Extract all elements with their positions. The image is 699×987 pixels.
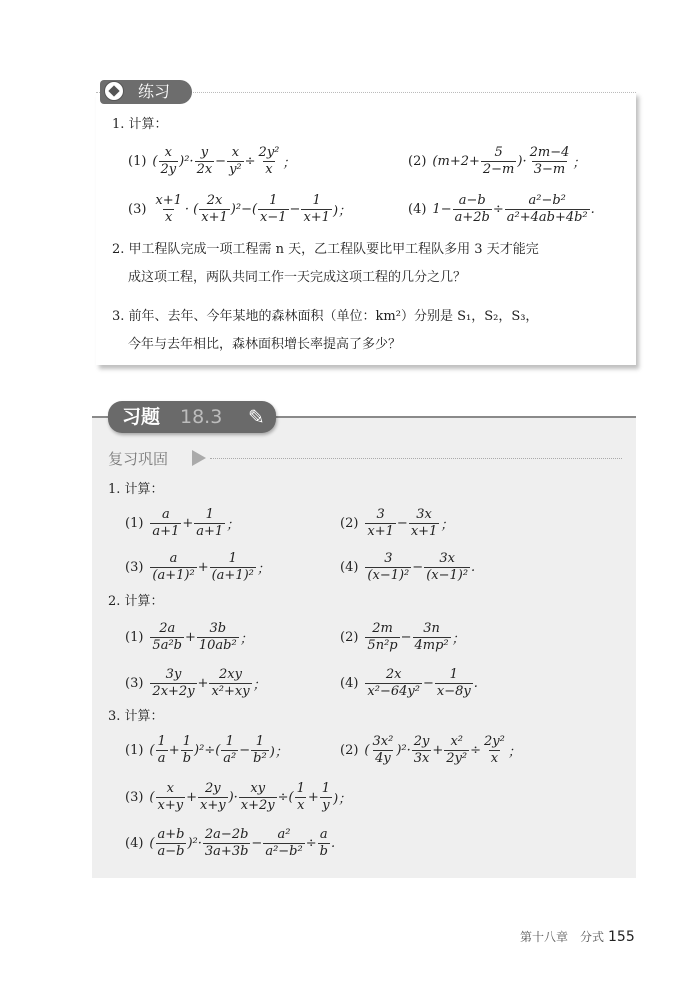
denominator: 3x (413, 751, 430, 766)
fraction (318, 827, 330, 860)
exercise-q2-item (340, 621, 465, 654)
fraction (195, 145, 215, 178)
numerator: 5 (494, 145, 503, 160)
denominator: x+1 (410, 524, 438, 539)
numerator: a−b (458, 193, 486, 208)
numerator: 1 (321, 781, 331, 796)
fraction (159, 145, 179, 178)
numerator: a (169, 551, 178, 566)
numerator: 3n (423, 621, 440, 636)
denominator: x²−64y² (367, 684, 420, 699)
denominator: a+2b (454, 210, 490, 225)
numerator: x² (450, 734, 463, 749)
section-heading: 复习巩固 (108, 450, 169, 468)
fraction (209, 667, 251, 700)
math-term: ) (228, 790, 234, 805)
denominator: x−1 (260, 210, 287, 225)
denominator: x−8y (436, 684, 471, 699)
denominator: b (319, 844, 328, 859)
math-term: . (473, 676, 478, 691)
denominator: 4mp² (414, 638, 449, 653)
fraction (251, 734, 269, 767)
math-term: − (251, 836, 263, 851)
numerator: 2xy (219, 667, 242, 682)
denominator: x (297, 798, 305, 813)
denominator: a (157, 751, 166, 766)
math-term: ； (572, 156, 586, 171)
fraction (153, 193, 184, 226)
numerator: xy (250, 781, 266, 796)
fraction (505, 193, 590, 226)
math-term: − (400, 630, 412, 645)
math-term: ( (149, 790, 155, 805)
exercise-number: 18.3 (180, 406, 223, 428)
fraction (365, 621, 399, 654)
denominator: y (322, 798, 330, 813)
denominator: x+y (157, 798, 184, 813)
denominator: (a+1)² (152, 568, 195, 583)
fraction (413, 621, 451, 654)
numerator: 2a (159, 621, 176, 636)
math-term: ( (149, 836, 155, 851)
numerator: a (162, 507, 170, 522)
fraction (365, 507, 396, 540)
practice-q3-line2: 今年与去年相比，森林面积增长率提高了多少？ (128, 337, 402, 352)
denominator: (x−1)² (367, 568, 410, 583)
fraction (150, 621, 184, 654)
math-term: )² (230, 202, 242, 217)
math-term: + (432, 743, 444, 758)
math-term: − (396, 516, 408, 531)
fraction (453, 193, 492, 226)
math-term: − (239, 743, 251, 758)
denominator: x (265, 162, 273, 177)
math-term: − (422, 676, 434, 691)
math-term: ； (282, 156, 296, 171)
math-term: −( (241, 202, 258, 217)
item-number: (4) (340, 560, 359, 575)
practice-q1-item (128, 193, 351, 226)
denominator: a+1 (196, 524, 224, 539)
denominator: x+y (199, 798, 226, 813)
math-term: ÷ (492, 202, 504, 217)
numerator: x+1 (155, 193, 182, 208)
denominator: x+1 (201, 210, 228, 225)
numerator: 3x (416, 507, 432, 522)
practice-tag (100, 80, 192, 104)
denominator: b² (253, 751, 267, 766)
math-term: + (168, 743, 180, 758)
exercise-title: 习题 (122, 406, 161, 428)
numerator: y (200, 145, 209, 160)
math-term: ÷ (305, 836, 317, 851)
denominator: x (165, 210, 173, 225)
denominator: a²−b² (265, 844, 303, 859)
denominator: x+2y (240, 798, 275, 813)
exercise-q2-label: 2. 计算： (108, 594, 164, 609)
numerator: a (319, 827, 328, 842)
practice-q1-item (408, 145, 585, 178)
math-term: + (197, 676, 209, 691)
math-term: ； (256, 562, 270, 577)
fraction (197, 621, 239, 654)
item-number: (2) (340, 743, 359, 758)
math-term: + (197, 560, 209, 575)
practice-q1-item (128, 145, 295, 178)
fraction (528, 145, 572, 178)
exercise-q3-item (125, 781, 351, 814)
denominator: 5a²b (152, 638, 182, 653)
math-term: + (184, 630, 196, 645)
exercise-q2-item (125, 621, 253, 654)
exercise-tag (108, 401, 276, 433)
practice-icon (104, 81, 124, 101)
numerator: 1 (269, 193, 278, 208)
numerator: a² (277, 827, 291, 842)
exercise-q3-item (125, 827, 335, 860)
math-term: − (412, 560, 424, 575)
exercise-q1-item (340, 551, 475, 584)
math-term: ； (507, 745, 521, 760)
math-term: . (590, 202, 595, 217)
chapter-label: 第十八章 分式 (520, 930, 605, 944)
math-term: + (307, 790, 319, 805)
numerator: 3y (165, 667, 182, 682)
exercise-q2-item (340, 667, 478, 700)
numerator: 1 (182, 734, 191, 749)
math-term: )² (179, 154, 190, 169)
numerator: 1 (228, 551, 237, 566)
exercise-q1-label: 1. 计算： (108, 482, 164, 497)
fraction (320, 781, 332, 814)
fraction (156, 734, 168, 767)
math-term: )； (332, 204, 352, 219)
fraction (263, 827, 304, 860)
item-number: (2) (340, 516, 359, 531)
numerator: 2a−2b (204, 827, 249, 842)
fraction (365, 551, 411, 584)
denominator: a+1 (152, 524, 180, 539)
denominator: 5n²p (367, 638, 398, 653)
fraction (156, 781, 186, 814)
page-number: 155 (608, 929, 635, 945)
numerator: 1 (205, 507, 214, 522)
denominator: a² (223, 751, 237, 766)
numerator: 1 (225, 734, 234, 749)
math-term: ； (440, 518, 454, 533)
numerator: 1 (255, 734, 265, 749)
math-term: ( (364, 743, 370, 758)
numerator: x (166, 781, 174, 796)
item-number: (1) (125, 743, 144, 758)
numerator: 1 (312, 193, 321, 208)
item-number: (4) (125, 836, 144, 851)
numerator: 2y² (484, 734, 505, 749)
fraction (150, 667, 196, 700)
math-term: + (182, 516, 194, 531)
math-term: ； (252, 678, 266, 693)
math-term: ； (451, 632, 465, 647)
denominator: x+1 (303, 210, 330, 225)
math-term: (m+2+ (432, 154, 480, 169)
math-term: )² (194, 743, 205, 758)
denominator: 2−m (482, 162, 515, 177)
math-term: ( (152, 154, 158, 169)
fraction (482, 734, 507, 767)
item-number: (2) (340, 630, 359, 645)
numerator: 2y (413, 734, 430, 749)
practice-q2-line1: 2. 甲工程队完成一项工程需 n 天，乙工程队要比甲工程队多用 3 天才能完 (112, 242, 539, 257)
item-number: (1) (128, 154, 147, 169)
math-term: · (522, 154, 527, 169)
math-term: ； (239, 632, 253, 647)
fraction (198, 781, 228, 814)
fraction (412, 734, 432, 767)
fraction (424, 551, 470, 584)
math-term: )² (187, 836, 198, 851)
item-number: (3) (125, 560, 144, 575)
math-term: ( (149, 743, 155, 758)
math-term: . (471, 560, 476, 575)
practice-q1-item (408, 193, 595, 226)
numerator: 2y (204, 781, 221, 796)
math-term: · (189, 154, 194, 169)
math-term: ÷( (204, 743, 221, 758)
math-term: + (186, 790, 197, 805)
numerator: 1 (296, 781, 305, 796)
denominator: 2y (160, 162, 177, 177)
denominator: x+1 (367, 524, 394, 539)
numerator: 2m (372, 621, 393, 636)
exercise-q1-item (125, 507, 239, 540)
fraction (203, 827, 251, 860)
practice-title: 练习 (138, 82, 171, 101)
item-number: (4) (340, 676, 359, 691)
fraction (371, 734, 396, 767)
numerator: 1 (157, 734, 166, 749)
fraction (365, 667, 422, 700)
math-term: · (197, 836, 202, 851)
fraction (481, 145, 517, 178)
math-term: · (233, 790, 238, 805)
exercise-q1-item (340, 507, 453, 540)
denominator: 3a+3b (204, 844, 249, 859)
fraction (257, 145, 282, 178)
denominator: 3−m (533, 162, 566, 177)
denominator: a−b (157, 844, 185, 859)
math-term: · ( (184, 202, 199, 217)
denominator: (x−1)² (426, 568, 469, 583)
fraction (199, 193, 230, 226)
numerator: 2x (385, 667, 402, 682)
numerator: 2x (206, 193, 223, 208)
page-footer (520, 928, 635, 945)
numerator: 2m−4 (529, 145, 570, 160)
denominator: 2x (196, 162, 213, 177)
math-term: − (289, 202, 301, 217)
exercise-q2-item (125, 667, 266, 700)
item-number: (1) (125, 630, 144, 645)
math-term: ) (517, 154, 523, 169)
denominator: 4y (375, 751, 391, 766)
math-term: − (215, 154, 227, 169)
fraction (221, 734, 238, 767)
numerator: a+b (157, 827, 185, 842)
fraction (150, 551, 196, 584)
fraction (409, 507, 440, 540)
fraction (258, 193, 289, 226)
fraction (239, 781, 277, 814)
fraction (210, 551, 256, 584)
pencil-icon: ✎ (248, 405, 265, 429)
math-term: ÷ (244, 154, 256, 169)
denominator: y² (229, 162, 242, 177)
item-number: (3) (125, 790, 144, 805)
denominator: 2x+2y (152, 684, 195, 699)
denominator: x²+xy (211, 684, 250, 699)
fraction (227, 145, 244, 178)
numerator: 1 (449, 667, 458, 682)
practice-q3-line1: 3. 前年、去年、今年某地的森林面积（单位：km²）分别是 S₁，S₂，S₃， (112, 309, 539, 324)
numerator: 3 (384, 551, 393, 566)
item-number: (1) (125, 516, 144, 531)
exercise-q3-item (125, 734, 288, 767)
fraction (301, 193, 332, 226)
fraction (150, 507, 181, 540)
numerator: 3b (209, 621, 227, 636)
math-term: ； (226, 518, 240, 533)
denominator: x (490, 751, 499, 766)
item-number: (3) (125, 676, 144, 691)
denominator: 10ab² (198, 638, 237, 653)
practice-q1-label: 1. 计算： (112, 117, 168, 132)
numerator: x (164, 145, 172, 160)
math-term: ÷( (277, 790, 294, 805)
numerator: 3x² (372, 734, 394, 749)
denominator: a²+4ab+4b² (506, 210, 588, 225)
math-term: )； (269, 745, 288, 760)
math-term: · (406, 743, 411, 758)
practice-q2-line2: 成这项工程，两队共同工作一天完成这项工程的几分之几？ (128, 270, 467, 285)
dotted-divider (210, 458, 622, 459)
exercise-q3-label: 3. 计算： (108, 709, 164, 724)
fraction (295, 781, 307, 814)
item-number: (3) (128, 202, 147, 217)
numerator: 3x (439, 551, 455, 566)
numerator: 3 (376, 507, 385, 522)
denominator: (a+1)² (211, 568, 254, 583)
numerator: a²−b² (528, 193, 566, 208)
denominator: b (182, 751, 192, 766)
math-term: ÷ (470, 743, 482, 758)
numerator: 2y² (258, 145, 280, 160)
item-number: (4) (408, 202, 427, 217)
numerator: x (231, 145, 240, 160)
fraction (181, 734, 193, 767)
fraction (435, 667, 473, 700)
math-term: )； (333, 792, 352, 807)
fraction (444, 734, 469, 767)
math-term: . (330, 836, 336, 851)
denominator: 2y² (446, 751, 468, 766)
math-term: )² (396, 743, 407, 758)
exercise-q1-item (125, 551, 270, 584)
fraction (156, 827, 187, 860)
arrow-icon (192, 450, 206, 466)
math-term: 1− (432, 202, 452, 217)
fraction (194, 507, 225, 540)
exercise-q3-item (340, 734, 521, 767)
item-number: (2) (408, 154, 427, 169)
